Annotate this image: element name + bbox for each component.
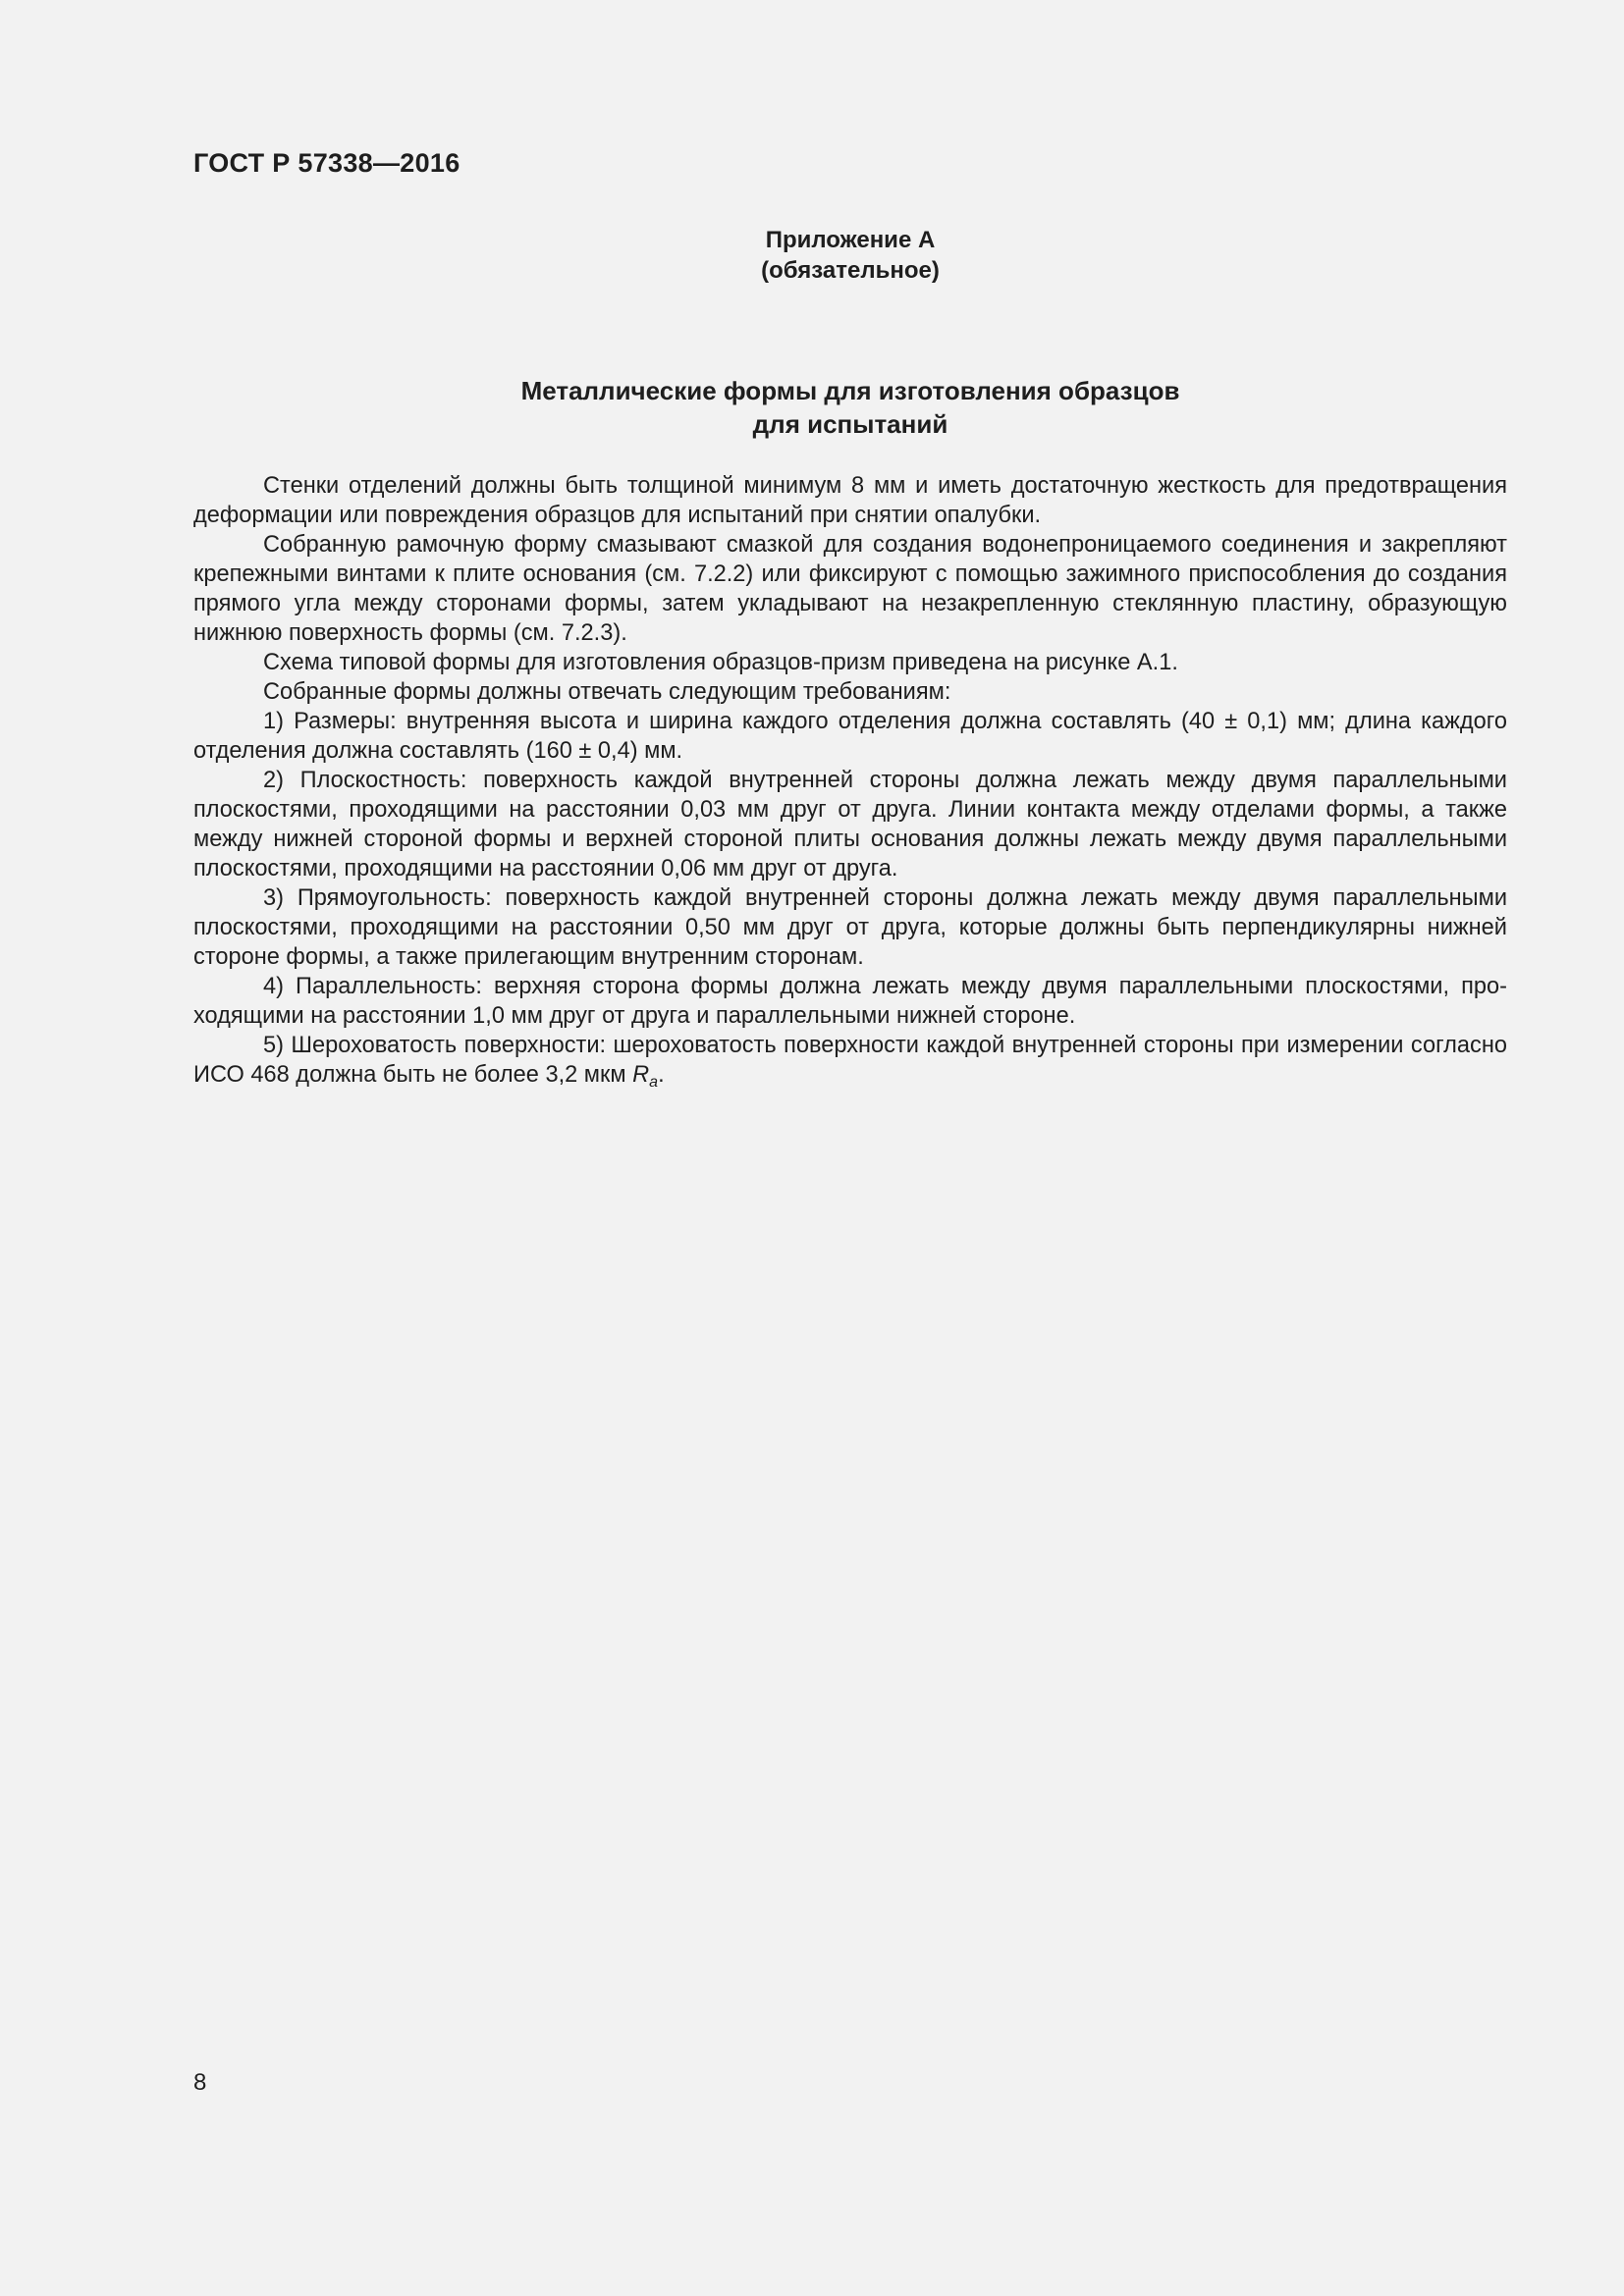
roughness-symbol <box>632 1062 659 1091</box>
page-number: 8 <box>193 2069 207 2096</box>
annex-status: (обязательное) <box>761 257 940 284</box>
section-title-line-2: для испытаний <box>752 409 948 439</box>
requirement-item: 3) Прямоугольность: поверхность каждой внутренней стороны должна лежать между двумя параллельными плоскостями, проходящими на расстоянии 0,50 мм друг от друга, которые должны быть перпендикулярны нижней стороне формы, а также прилегающим внутренним сторонам. <box>193 885 1507 970</box>
roughness-symbol-letter: R <box>632 1062 650 1088</box>
annex-title: Приложение А <box>765 227 936 253</box>
requirement-item-end: . <box>658 1062 665 1088</box>
section-title <box>193 374 1507 441</box>
requirement-item: 2) Плоскостность: поверхность каждой внутренней стороны должна лежать между двумя параллельными плоскостями, проходящими на расстоянии 0,03 мм друг от друга. Линии контакта между отделами формы, а также между нижней стороной формы и верхней стороной плиты основания должны лежать между двумя параллельными плоскостями, проходящими на расстоянии 0,06 мм друг от друга. <box>193 768 1507 881</box>
paragraph: Собранные формы должны отвечать следующим требованиям: <box>263 679 951 705</box>
body-text <box>193 471 1507 1090</box>
annex-heading <box>193 225 1507 286</box>
section-title-line-1: Металлические формы для изготовления образцов <box>520 376 1180 405</box>
document-id: ГОСТ Р 57338—2016 <box>193 148 460 178</box>
requirement-item: 1) Размеры: внутренняя высота и ширина каждого отделения должна составлять (40 ± 0,1) мм; длина каждого отделения должна составлять (160 ± 0,4) мм. <box>193 709 1507 764</box>
requirement-item-text: 5) Шероховатость поверхности: шероховатость поверхности каждой внутренней стороны при измерении согласно ИСО 468 должна быть не более 3,2 мкм <box>193 1033 1507 1088</box>
paragraph: Собранную рамочную форму смазывают смазкой для создания водонепроницаемого соединения и закрепляют крепежными винтами к плите основания (см. 7.2.2) или фиксируют с помощью зажимного приспособления до создания прямого угла между сторонами формы, затем укладывают на незакрепленную стеклянную пластину, образующую нижнюю поверхность формы (см. 7.2.3). <box>193 532 1507 646</box>
paragraph: Схема типовой формы для изготовления образцов-призм приведена на рисунке А.1. <box>263 650 1178 675</box>
requirement-item: 4) Параллельность: верхняя сторона формы должна лежать между двумя параллельными плоскостями, проходящими на расстоянии 1,0 мм друг от друга и параллельными нижней стороне. <box>193 974 1507 1029</box>
paragraph: Стенки отделений должны быть толщиной минимум 8 мм и иметь достаточную жесткость для предотвращения деформации или повреждения образцов для испытаний при снятии опалубки. <box>193 473 1507 528</box>
requirement-item <box>193 1031 1507 1090</box>
roughness-symbol-subscript: a <box>649 1074 659 1091</box>
